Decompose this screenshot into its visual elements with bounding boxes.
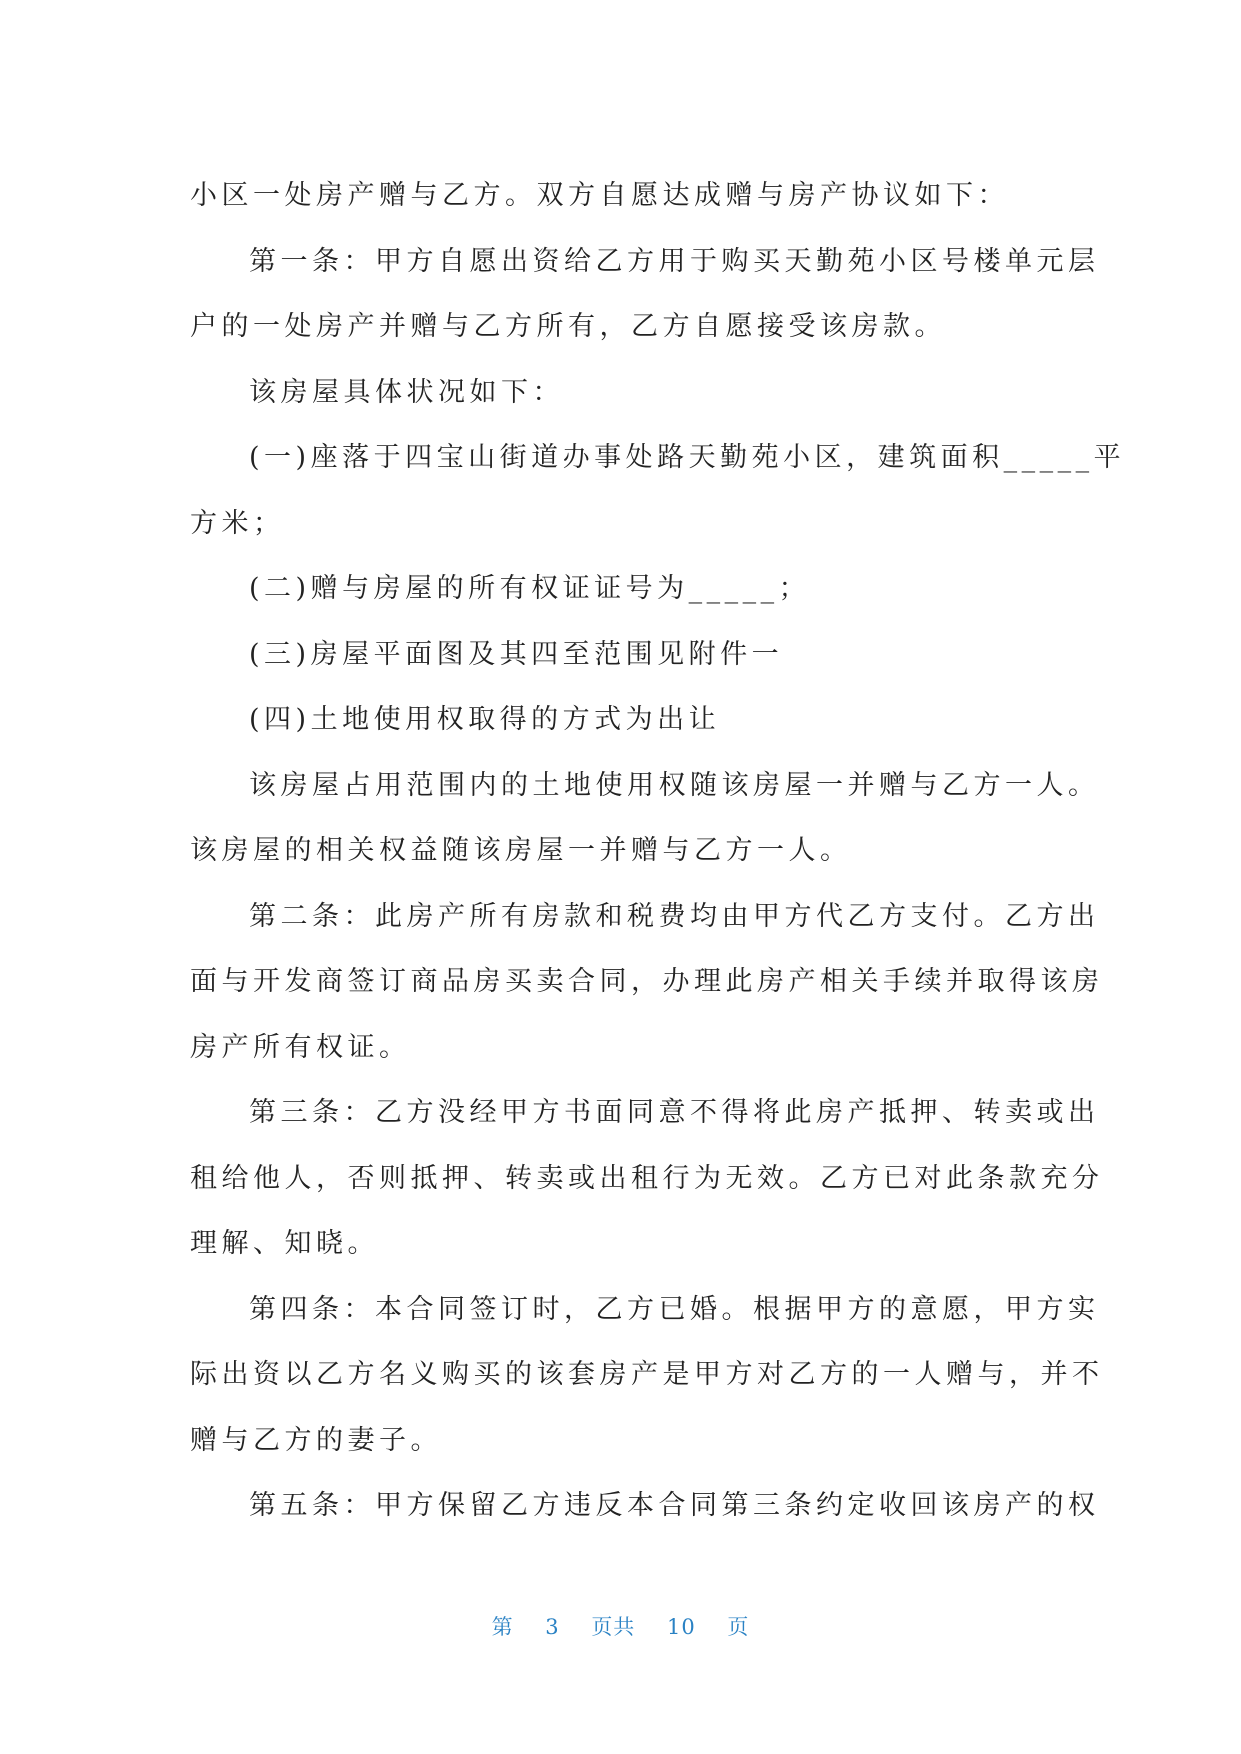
footer-prefix: 第 [491, 1615, 514, 1639]
text-line: 该房屋占用范围内的土地使用权随该房屋一并赠与乙方一人。 [249, 769, 1100, 801]
text-line: 理解、知晓。 [190, 1228, 379, 1259]
footer-suffix: 页 [727, 1615, 750, 1639]
text-line: 第四条：本合同签订时，乙方已婚。根据甲方的意愿，甲方实 [249, 1293, 1100, 1325]
text-line: 赠与乙方的妻子。 [190, 1424, 442, 1456]
footer-middle: 页共 [591, 1615, 636, 1639]
text-line: (三)房屋平面图及其四至范围见附件一 [249, 638, 784, 670]
text-line: 方米； [190, 507, 285, 539]
footer-current-page: 3 [545, 1615, 560, 1639]
text-line: 户的一处房产并赠与乙方所有，乙方自愿接受该房款。 [190, 311, 946, 342]
text-line: 第五条：甲方保留乙方违反本合同第三条约定收回该房产的权 [249, 1490, 1100, 1521]
text-line: 小区一处房产赠与乙方。双方自愿达成赠与房产协议如下： [190, 180, 1009, 211]
text-line: (一)座落于四宝山街道办事处路天勤苑小区，建筑面积_____平 [249, 442, 1126, 473]
text-line: 该房屋具体状况如下： [249, 376, 564, 408]
text-line: 第二条：此房产所有房款和税费均由甲方代乙方支付。乙方出 [249, 900, 1100, 932]
text-line: 该房屋的相关权益随该房屋一并赠与乙方一人。 [190, 835, 852, 866]
text-line: 租给他人，否则抵押、转卖或出租行为无效。乙方已对此条款充分 [190, 1162, 1104, 1194]
page-footer [0, 1611, 1241, 1641]
text-line: 际出资以乙方名义购买的该套房产是甲方对乙方的一人赠与，并不 [190, 1359, 1104, 1390]
text-line: 面与开发商签订商品房买卖合同，办理此房产相关手续并取得该房 [190, 966, 1104, 997]
footer-total-pages: 10 [667, 1615, 696, 1639]
text-line: 房产所有权证。 [190, 1031, 411, 1063]
text-line: 第三条：乙方没经甲方书面同意不得将此房产抵押、转卖或出 [249, 1097, 1100, 1128]
text-line: (二)赠与房屋的所有权证证号为_____； [249, 573, 811, 604]
text-line: 第一条：甲方自愿出资给乙方用于购买天勤苑小区号楼单元层 [249, 245, 1100, 277]
document-body [190, 163, 1126, 1539]
text-line: (四)土地使用权取得的方式为出让 [249, 704, 721, 735]
